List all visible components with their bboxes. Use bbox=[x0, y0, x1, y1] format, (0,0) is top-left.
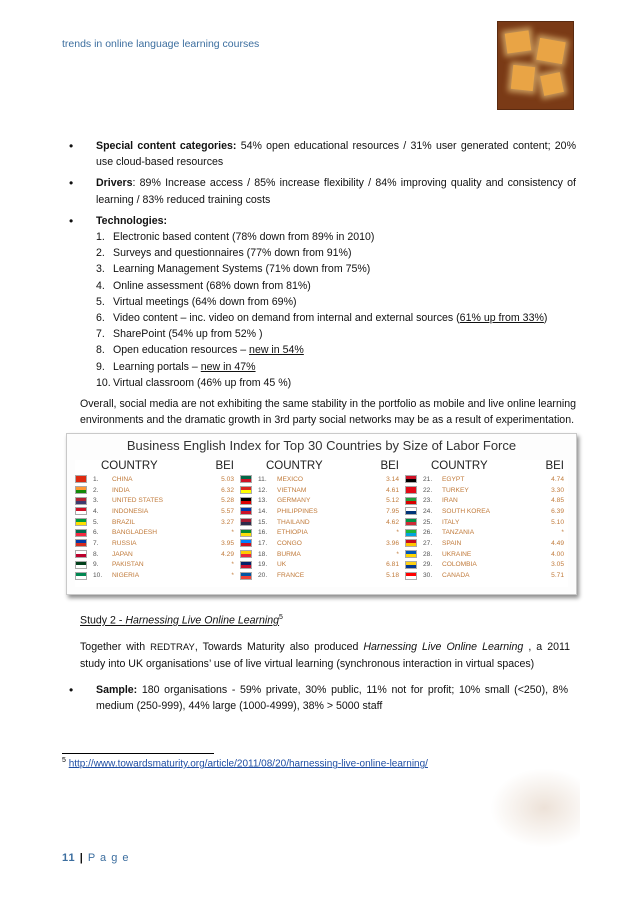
rank: 3. bbox=[93, 497, 99, 505]
flag-icon bbox=[405, 550, 417, 558]
bei-score: 3.96 bbox=[386, 539, 399, 547]
item-text-main: SharePoint (54% up from 52% ) bbox=[113, 328, 263, 341]
item-number: 5. bbox=[96, 295, 105, 308]
page-footer bbox=[62, 852, 130, 864]
country-name: TURKEY bbox=[442, 486, 469, 494]
technology-item bbox=[96, 375, 576, 391]
bei-row bbox=[75, 538, 238, 549]
bei-row bbox=[240, 495, 403, 506]
item-text-main: Video content – inc. video on demand from internal and external sources ( bbox=[113, 312, 460, 325]
flag-icon bbox=[240, 518, 252, 526]
study2-heading bbox=[80, 610, 580, 629]
bei-column bbox=[405, 460, 568, 581]
bullet-sample bbox=[68, 682, 568, 714]
bei-row bbox=[240, 538, 403, 549]
rank: 22. bbox=[423, 486, 433, 494]
country-name: FRANCE bbox=[277, 572, 305, 580]
flag-icon bbox=[75, 572, 87, 580]
bei-table bbox=[75, 460, 568, 587]
bei-score: * bbox=[396, 550, 399, 558]
item-number: 6. bbox=[96, 312, 105, 325]
bullet-label: Special content categories: bbox=[96, 140, 237, 152]
bullet-label: Sample: bbox=[96, 683, 138, 696]
flag-icon bbox=[405, 507, 417, 515]
study2-intro bbox=[80, 639, 570, 672]
bei-score: 5.18 bbox=[386, 572, 399, 580]
rank: 8. bbox=[93, 550, 99, 558]
country-name: NIGERIA bbox=[112, 572, 140, 580]
bullet-text: 180 organisations - 59% private, 30% public, 11% not for profit; 10% small (<250), 8% medium (250-999), 44% large (1000-4999), 38% > 5000 staff bbox=[96, 683, 568, 712]
bei-row bbox=[405, 538, 568, 549]
technology-item bbox=[96, 245, 576, 261]
country-name: SPAIN bbox=[442, 539, 462, 547]
bei-row bbox=[240, 560, 403, 571]
study2-section bbox=[80, 610, 580, 719]
country-name: PHILIPPINES bbox=[277, 507, 318, 515]
bei-score: 5.10 bbox=[551, 518, 564, 526]
flag-icon bbox=[405, 529, 417, 537]
bullet-drivers bbox=[68, 175, 576, 207]
flag-icon bbox=[405, 518, 417, 526]
rank: 1. bbox=[93, 475, 99, 483]
flag-icon bbox=[75, 539, 87, 547]
rank: 16. bbox=[258, 529, 268, 537]
footnote-divider bbox=[62, 753, 214, 754]
technology-item bbox=[96, 310, 576, 326]
item-text-after: ) bbox=[543, 312, 548, 325]
footnote-mark: 5 bbox=[62, 757, 66, 764]
item-text bbox=[113, 278, 311, 294]
rank: 14. bbox=[258, 507, 268, 515]
bei-score: 5.28 bbox=[221, 497, 234, 505]
country-name: CANADA bbox=[442, 572, 470, 580]
item-text bbox=[113, 310, 547, 326]
bei-score: 4.00 bbox=[551, 550, 564, 558]
country-name: BRAZIL bbox=[112, 518, 136, 526]
bei-score: 4.74 bbox=[551, 475, 564, 483]
rank: 13. bbox=[258, 497, 268, 505]
item-number: 4. bbox=[96, 279, 105, 292]
flag-icon bbox=[240, 550, 252, 558]
bullet-technologies bbox=[68, 213, 576, 391]
item-text-underlined: new in 47% bbox=[200, 360, 256, 373]
header-bei: BEI bbox=[545, 460, 564, 472]
rank: 20. bbox=[258, 572, 268, 580]
rank: 7. bbox=[93, 539, 99, 547]
item-text-main: Surveys and questionnaires (77% down from 91%) bbox=[113, 247, 352, 260]
rank: 12. bbox=[258, 486, 268, 494]
flag-icon bbox=[240, 497, 252, 505]
bei-column bbox=[75, 460, 238, 581]
bei-score: 5.12 bbox=[386, 497, 399, 505]
study2-heading-title: Harnessing Live Online Learning bbox=[125, 614, 280, 627]
rank: 15. bbox=[258, 518, 268, 526]
bei-score: 5.71 bbox=[551, 572, 564, 580]
bei-row bbox=[405, 560, 568, 571]
country-name: IRAN bbox=[442, 497, 458, 505]
item-text bbox=[113, 245, 351, 261]
bei-row bbox=[405, 517, 568, 528]
item-text bbox=[113, 375, 291, 391]
bei-row bbox=[75, 517, 238, 528]
bei-row bbox=[75, 506, 238, 517]
item-text-main: Virtual meetings (64% down from 69%) bbox=[113, 295, 297, 308]
flag-icon bbox=[75, 507, 87, 515]
rank: 10. bbox=[93, 572, 103, 580]
bei-score: 7.95 bbox=[386, 507, 399, 515]
country-name: VIETNAM bbox=[277, 486, 307, 494]
header-country: COUNTRY bbox=[266, 460, 323, 472]
bei-score: 3.30 bbox=[551, 486, 564, 494]
item-text bbox=[113, 342, 304, 358]
rank: 9. bbox=[93, 561, 99, 569]
item-text bbox=[113, 261, 370, 277]
country-name: UNITED STATES bbox=[112, 497, 164, 505]
rank: 21. bbox=[423, 475, 433, 483]
rank: 5. bbox=[93, 518, 99, 526]
bullet-label: Drivers bbox=[96, 177, 133, 190]
bullet-text: 54% open educational resources / 31% user generated content; 20% use cloud-based resources bbox=[96, 140, 576, 169]
country-name: ITALY bbox=[442, 518, 460, 526]
bei-row bbox=[240, 485, 403, 496]
bei-score: * bbox=[561, 529, 564, 537]
country-name: CHINA bbox=[112, 475, 133, 483]
flag-icon bbox=[240, 507, 252, 515]
country-name: ETHIOPIA bbox=[277, 529, 308, 537]
flag-icon bbox=[405, 539, 417, 547]
flag-icon bbox=[75, 550, 87, 558]
flag-icon bbox=[405, 486, 417, 494]
bei-row bbox=[75, 485, 238, 496]
bei-row bbox=[405, 570, 568, 581]
rank: 6. bbox=[93, 529, 99, 537]
bei-column-header bbox=[240, 460, 403, 474]
decorative-logo bbox=[498, 22, 573, 109]
item-number: 3. bbox=[96, 263, 105, 276]
bei-row bbox=[405, 549, 568, 560]
decorative-corner bbox=[490, 768, 580, 848]
main-content bbox=[68, 138, 576, 428]
flag-icon bbox=[75, 486, 87, 494]
country-name: EGYPT bbox=[442, 475, 465, 483]
bei-score: 5.57 bbox=[221, 507, 234, 515]
item-text bbox=[113, 359, 256, 375]
bei-score: 4.29 bbox=[221, 550, 234, 558]
rank: 2. bbox=[93, 486, 99, 494]
country-name: TANZANIA bbox=[442, 529, 475, 537]
flag-icon bbox=[75, 497, 87, 505]
flag-icon bbox=[240, 539, 252, 547]
bei-score: 4.62 bbox=[386, 518, 399, 526]
bei-score: 3.27 bbox=[221, 518, 234, 526]
technology-item bbox=[96, 229, 576, 245]
footer-separator: | bbox=[79, 852, 84, 864]
flag-icon bbox=[240, 486, 252, 494]
rank: 30. bbox=[423, 572, 433, 580]
country-name: MEXICO bbox=[277, 475, 304, 483]
running-header: trends in online language learning courses bbox=[62, 38, 260, 50]
study2-heading-prefix: Study 2 - bbox=[80, 614, 126, 627]
technology-item bbox=[96, 326, 576, 342]
bei-score: 5.03 bbox=[221, 475, 234, 483]
rank: 4. bbox=[93, 507, 99, 515]
bei-score: 4.85 bbox=[551, 497, 564, 505]
bei-column-header bbox=[405, 460, 568, 474]
bei-row bbox=[240, 474, 403, 485]
item-number: 10. bbox=[96, 376, 111, 389]
bei-score: * bbox=[396, 529, 399, 537]
bei-row bbox=[75, 527, 238, 538]
bei-row bbox=[240, 549, 403, 560]
technology-item bbox=[96, 359, 576, 375]
bei-table-image bbox=[66, 433, 577, 595]
bei-score: 3.14 bbox=[386, 475, 399, 483]
bei-score: * bbox=[231, 572, 234, 580]
technologies-list bbox=[96, 229, 576, 391]
country-name: JAPAN bbox=[112, 550, 133, 558]
country-name: INDONESIA bbox=[112, 507, 149, 515]
item-text-main: Online assessment (68% down from 81%) bbox=[113, 279, 311, 292]
rank: 25. bbox=[423, 518, 433, 526]
item-number: 7. bbox=[96, 328, 105, 341]
bei-row bbox=[75, 549, 238, 560]
bei-score: * bbox=[231, 529, 234, 537]
bei-score: 3.95 bbox=[221, 539, 234, 547]
bei-row bbox=[240, 506, 403, 517]
flag-icon bbox=[240, 529, 252, 537]
footnote bbox=[62, 757, 428, 769]
bullet-label: Technologies: bbox=[96, 214, 168, 227]
flag-icon bbox=[405, 497, 417, 505]
flag-icon bbox=[240, 475, 252, 483]
country-name: PAKISTAN bbox=[112, 561, 144, 569]
item-text-main: Learning portals – bbox=[113, 360, 201, 373]
bei-row bbox=[75, 570, 238, 581]
rank: 11. bbox=[258, 475, 267, 483]
rank: 23. bbox=[423, 497, 433, 505]
flag-icon bbox=[405, 475, 417, 483]
flag-icon bbox=[75, 475, 87, 483]
bei-score: 3.05 bbox=[551, 561, 564, 569]
country-name: GERMANY bbox=[277, 497, 311, 505]
intro-text: , a 2011 study into UK organisations’ use of live virtual learning (synchronous interaction in virtual spaces) bbox=[80, 640, 571, 670]
bei-row bbox=[75, 560, 238, 571]
item-number: 1. bbox=[96, 231, 105, 244]
overall-paragraph: Overall, social media are not exhibiting the same stability in the portfolio as mobile and live online learning environments and the dramatic growth in 3rd party social networks may be as a result of experimentation. bbox=[80, 398, 576, 427]
country-name: UKRAINE bbox=[442, 550, 472, 558]
bullet-list bbox=[68, 138, 576, 391]
rank: 26. bbox=[423, 529, 433, 537]
item-number: 9. bbox=[96, 360, 105, 373]
item-text-underlined: 61% up from 33% bbox=[459, 312, 544, 325]
bullet-text: : 89% Increase access / 85% increase flexibility / 84% improving quality and consistency of learning / 83% reduced training costs bbox=[96, 177, 576, 206]
flag-icon bbox=[405, 561, 417, 569]
bei-row bbox=[405, 527, 568, 538]
flag-icon bbox=[240, 572, 252, 580]
flag-icon bbox=[240, 561, 252, 569]
item-text bbox=[113, 229, 374, 245]
rank: 17. bbox=[258, 539, 268, 547]
item-number: 8. bbox=[96, 344, 105, 357]
country-name: RUSSIA bbox=[112, 539, 137, 547]
flag-icon bbox=[75, 529, 87, 537]
intro-text: , Towards Maturity also produced bbox=[194, 640, 364, 653]
bei-row bbox=[405, 506, 568, 517]
bei-score: * bbox=[231, 561, 234, 569]
header-bei: BEI bbox=[215, 460, 234, 472]
study2-bullets bbox=[68, 682, 568, 714]
rank: 19. bbox=[258, 561, 268, 569]
country-name: SOUTH KOREA bbox=[442, 507, 490, 515]
rank: 29. bbox=[423, 561, 433, 569]
page-number: 11 bbox=[62, 852, 76, 864]
country-name: COLOMBIA bbox=[442, 561, 477, 569]
bei-table-title: Business English Index for Top 30 Countries by Size of Labor Force bbox=[126, 438, 517, 453]
bei-column-header bbox=[75, 460, 238, 474]
bei-row bbox=[240, 570, 403, 581]
footnote-ref[interactable]: 5 bbox=[279, 614, 283, 621]
header-bei: BEI bbox=[380, 460, 399, 472]
header-country: COUNTRY bbox=[101, 460, 158, 472]
technology-item bbox=[96, 294, 576, 310]
item-text-main: Open education resources – bbox=[113, 344, 250, 357]
technology-item bbox=[96, 278, 576, 294]
rank: 27. bbox=[423, 539, 433, 547]
item-text bbox=[113, 294, 297, 310]
intro-text: Together with bbox=[80, 640, 151, 653]
bullet-special-content bbox=[68, 138, 576, 170]
page-label: P a g e bbox=[87, 852, 130, 864]
item-text-underlined: new in 54% bbox=[249, 344, 304, 357]
item-text-main: Virtual classroom (46% up from 45 %) bbox=[113, 376, 292, 389]
country-name: THAILAND bbox=[277, 518, 310, 526]
bei-row bbox=[405, 474, 568, 485]
technology-item bbox=[96, 342, 576, 358]
flag-icon bbox=[405, 572, 417, 580]
footnote-link[interactable]: http://www.towardsmaturity.org/article/2011/08/20/harnessing-live-online-learning/ bbox=[68, 758, 428, 770]
rank: 18. bbox=[258, 550, 268, 558]
item-text bbox=[113, 326, 263, 342]
country-name: BANGLADESH bbox=[112, 529, 158, 537]
country-name: UK bbox=[277, 561, 287, 569]
bei-score: 6.39 bbox=[551, 507, 564, 515]
item-text-main: Learning Management Systems (71% down from 75%) bbox=[113, 263, 371, 276]
rank: 28. bbox=[423, 550, 433, 558]
bei-row bbox=[240, 517, 403, 528]
bei-row bbox=[405, 495, 568, 506]
bei-row bbox=[240, 527, 403, 538]
country-name: CONGO bbox=[277, 539, 302, 547]
header-country: COUNTRY bbox=[431, 460, 488, 472]
bei-score: 4.49 bbox=[551, 539, 564, 547]
item-number: 2. bbox=[96, 247, 105, 260]
bei-score: 6.32 bbox=[221, 486, 234, 494]
country-name: INDIA bbox=[112, 486, 130, 494]
bei-row bbox=[75, 474, 238, 485]
intro-org: REDTRAY bbox=[150, 641, 195, 653]
flag-icon bbox=[75, 518, 87, 526]
technology-item bbox=[96, 261, 576, 277]
bei-score: 6.81 bbox=[386, 561, 399, 569]
rank: 24. bbox=[423, 507, 433, 515]
flag-icon bbox=[75, 561, 87, 569]
item-text-main: Electronic based content (78% down from 89% in 2010) bbox=[113, 231, 375, 244]
intro-title: Harnessing Live Online Learning bbox=[363, 640, 524, 653]
bei-row bbox=[405, 485, 568, 496]
bei-score: 4.61 bbox=[386, 486, 399, 494]
bei-column bbox=[240, 460, 403, 581]
country-name: BURMA bbox=[277, 550, 301, 558]
bei-row bbox=[75, 495, 238, 506]
